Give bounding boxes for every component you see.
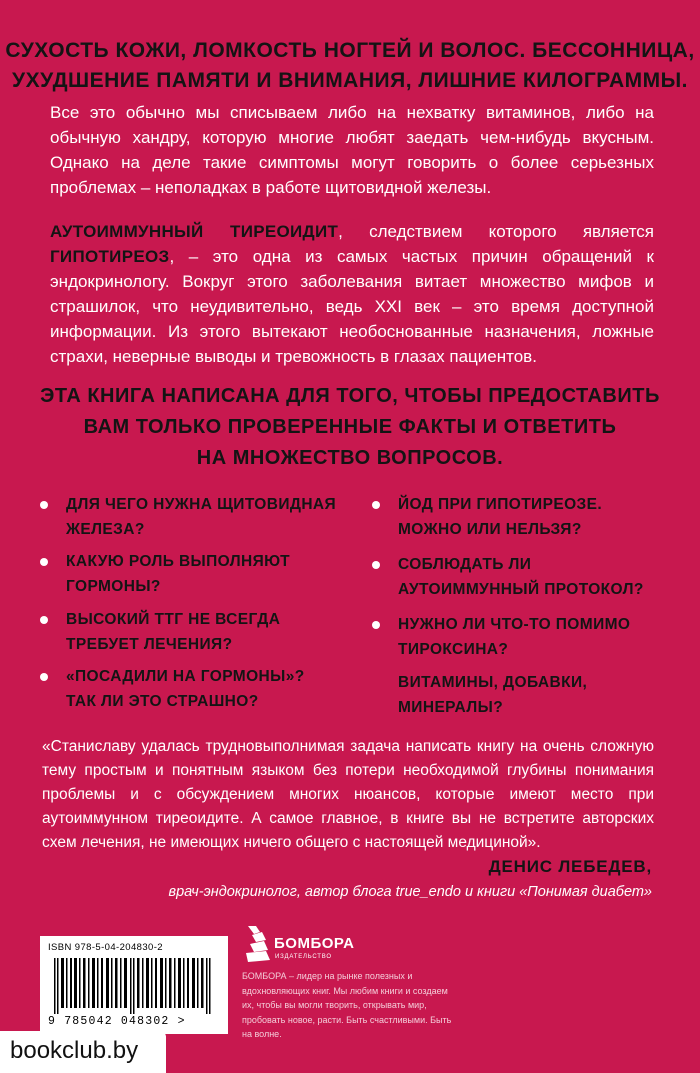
bullet-dot-icon xyxy=(372,501,380,509)
list-item-text: ТАК ЛИ ЭТО СТРАШНО? xyxy=(66,693,259,710)
bullet-dot-icon xyxy=(40,501,48,509)
list-item-text: ТРЕБУЕТ ЛЕЧЕНИЯ? xyxy=(66,636,233,653)
paragraph-text: , следствием которого является xyxy=(338,222,654,241)
list-item-text: ЙОД ПРИ ГИПОТИРЕОЗЕ. xyxy=(398,496,603,513)
list-item xyxy=(398,612,688,720)
watermark-text: bookclub.by xyxy=(10,1037,139,1064)
list-item-text: ВИТАМИНЫ, ДОБАВКИ, xyxy=(398,674,588,691)
quote-author-role: врач-эндокринолог, автор блога true_endo и книги «Понимая диабет» xyxy=(168,884,652,900)
top-heading-line: УХУДШЕНИЕ ПАМЯТИ И ВНИМАНИЯ, ЛИШНИЕ КИЛОГРАММЫ. xyxy=(12,69,688,92)
list-item xyxy=(66,664,356,714)
quote-author-name: ДЕНИС ЛЕБЕДЕВ, xyxy=(488,857,652,876)
list-item xyxy=(398,492,688,542)
list-item-text: НУЖНО ЛИ ЧТО-ТО ПОМИМО xyxy=(398,616,631,633)
purpose-heading-line: ЭТА КНИГА НАПИСАНА ДЛЯ ТОГО, ЧТОБЫ ПРЕДОСТАВИТЬ xyxy=(40,385,660,407)
publisher-subtitle: ИЗДАТЕЛЬСТВО xyxy=(275,954,332,960)
list-item-text: АУТОИММУННЫЙ ПРОТОКОЛ? xyxy=(398,581,644,598)
purpose-heading-line: ВАМ ТОЛЬКО ПРОВЕРЕННЫЕ ФАКТЫ И ОТВЕТИТЬ xyxy=(83,416,617,438)
barcode-box xyxy=(40,936,228,1034)
list-item xyxy=(398,552,688,602)
list-item-text: ВЫСОКИЙ ТТГ НЕ ВСЕГДА xyxy=(66,611,281,628)
list-item-text: МИНЕРАЛЫ? xyxy=(398,699,504,716)
list-item-text: «ПОСАДИЛИ НА ГОРМОНЫ»? xyxy=(66,668,305,685)
disease-paragraph xyxy=(50,219,654,369)
bullet-dot-icon xyxy=(40,558,48,566)
bullet-dot-icon xyxy=(40,673,48,681)
list-item xyxy=(66,549,356,599)
watermark-box xyxy=(0,1031,166,1073)
barcode-digits: 9 785042 048302 > xyxy=(48,1015,186,1028)
list-item-text: ЖЕЛЕЗА? xyxy=(66,521,145,538)
list-item-text: КАКУЮ РОЛЬ ВЫПОЛНЯЮТ xyxy=(66,553,291,570)
barcode-bars-icon xyxy=(54,958,214,1014)
isbn-label: ISBN 978-5-04-204830-2 xyxy=(48,942,163,953)
term-autoimmune-thyroiditis: АУТОИММУННЫЙ ТИРЕОИДИТ xyxy=(50,222,339,241)
term-hypothyroidism: ГИПОТИРЕОЗ xyxy=(50,247,170,266)
publisher-description: БОМБОРА – лидер на рынке полезных и вдохновляющих книг. Мы любим книги и создаем их, чтобы вы могли творить, открывать мир, пробовать новое, расти. Быть счастливыми. Быть на волне. xyxy=(242,971,452,1039)
top-heading xyxy=(0,36,700,96)
list-item-text: ТИРОКСИНА? xyxy=(398,641,509,658)
review-quote: «Станиславу удалась трудновыполнимая задача написать книгу на очень сложную тему простым и понятным языком без потери необходимой глубины понимания проблемы и с обсуждением многих нюансов, которые имеют место при аутоиммунном тиреоидите. А самое главное, в книге вы не встретите авторских схем лечения, не имеющих ничего общего с настоящей медициной». xyxy=(42,738,654,851)
purpose-heading-line: НА МНОЖЕСТВО ВОПРОСОВ. xyxy=(196,447,504,469)
list-item-text: СОБЛЮДАТЬ ЛИ xyxy=(398,556,532,573)
list-item-text: ДЛЯ ЧЕГО НУЖНА ЩИТОВИДНАЯ xyxy=(66,496,337,513)
list-item xyxy=(66,492,356,542)
bullet-dot-icon xyxy=(372,561,380,569)
bullet-dot-icon xyxy=(40,616,48,624)
list-item-text: МОЖНО ИЛИ НЕЛЬЗЯ? xyxy=(398,521,582,538)
bullet-dot-icon xyxy=(372,621,380,629)
list-item-text: ГОРМОНЫ? xyxy=(66,578,161,595)
list-item xyxy=(66,607,356,657)
intro-paragraph: Все это обычно мы списываем либо на нехватку витаминов, либо на обычную хандру, которую многие любят заедать чем-нибудь вкусным. Однако на деле такие симптомы могут говорить о более серьезных проблемах – неполадках в работе щитовидной железы. xyxy=(50,103,654,197)
publisher-name: БОМБОРА xyxy=(274,935,355,952)
top-heading-line: СУХОСТЬ КОЖИ, ЛОМКОСТЬ НОГТЕЙ И ВОЛОС. БЕССОННИЦА, xyxy=(5,39,695,62)
paragraph-text: , – это одна из самых частых причин обращений к эндокринологу. Вокруг этого заболевания витает множество мифов и страшилок, что неудивительно, ведь XXI век – это время доступной информации. Из этого вытекают необоснованные назначения, ложные страхи, неверные выводы и тревожность в глазах пациентов. xyxy=(50,247,654,366)
book-purpose-heading xyxy=(0,381,700,474)
